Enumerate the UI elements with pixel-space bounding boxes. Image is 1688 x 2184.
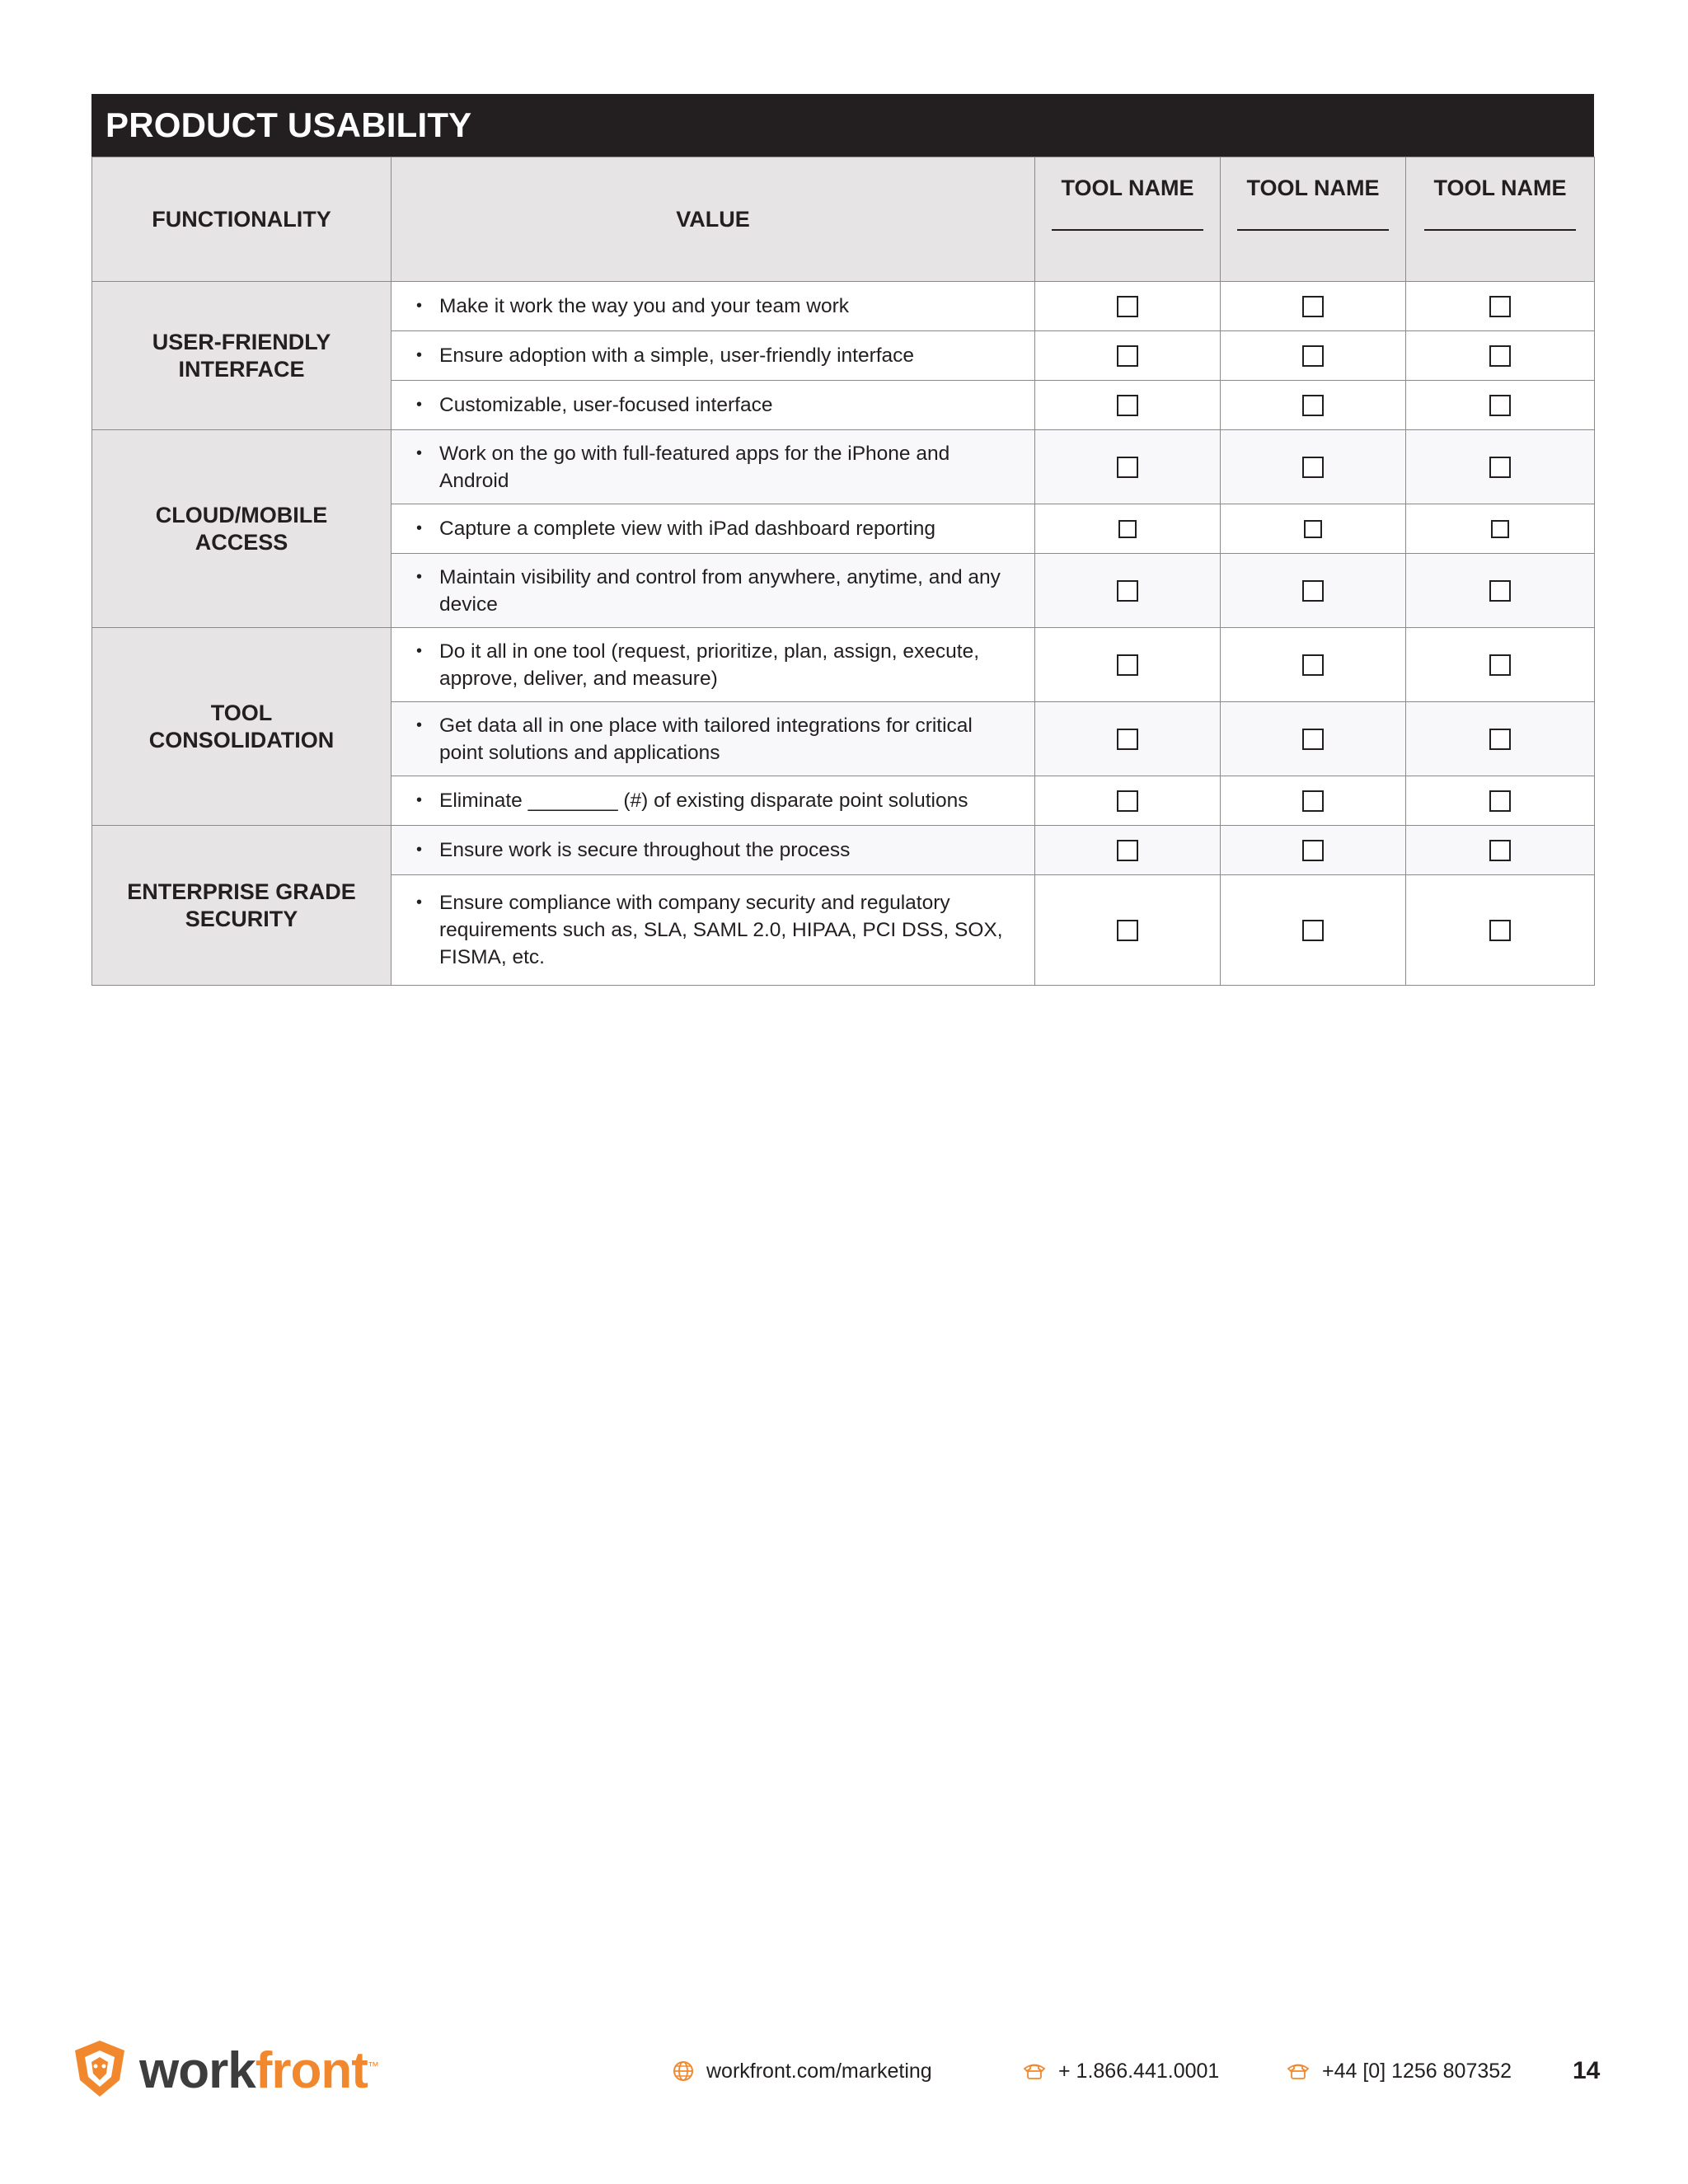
tool-name-blank-line	[1052, 229, 1203, 231]
checkbox[interactable]	[1302, 920, 1324, 941]
tool-name-label: TOOL NAME	[1246, 176, 1380, 200]
checkbox[interactable]	[1117, 296, 1138, 317]
checkbox[interactable]	[1117, 345, 1138, 367]
checkbox[interactable]	[1491, 520, 1509, 538]
table-row	[92, 628, 1595, 702]
tool-name-blank-line	[1237, 229, 1389, 231]
checkbox[interactable]	[1302, 654, 1324, 676]
checkbox[interactable]	[1117, 457, 1138, 478]
col-header-value: VALUE	[392, 157, 1035, 282]
lion-shield-icon	[72, 2039, 128, 2102]
table-title: PRODUCT USABILITY	[91, 94, 1594, 157]
checkbox[interactable]	[1489, 790, 1511, 812]
product-usability-table	[91, 94, 1594, 986]
value-cell: • Ensure compliance with company security and regulatory requirements such as, SLA, SAML 2.0, HIPAA, PCI DSS, SOX, FISMA, etc.	[392, 875, 1035, 986]
checkbox[interactable]	[1489, 457, 1511, 478]
table-row	[92, 826, 1595, 875]
checkbox[interactable]	[1302, 840, 1324, 861]
value-cell: • Customizable, user-focused interface	[392, 381, 1035, 430]
phone-us-text: + 1.866.441.0001	[1058, 2059, 1220, 2083]
page-number: 14	[1573, 2057, 1601, 2084]
phone-icon	[1286, 2061, 1311, 2081]
value-cell: • Do it all in one tool (request, prioritize, plan, assign, execute, approve, deliver, and measure)	[392, 628, 1035, 702]
checkbox[interactable]	[1302, 457, 1324, 478]
bullet-icon: •	[416, 297, 423, 315]
checkbox[interactable]	[1117, 729, 1138, 750]
checkbox[interactable]	[1117, 920, 1138, 941]
bullet-icon: •	[416, 641, 423, 660]
tool-name-label: TOOL NAME	[1433, 176, 1567, 200]
table-row	[92, 282, 1595, 331]
phone-icon	[1022, 2061, 1047, 2081]
value-cell: • Work on the go with full-featured apps for the iPhone and Android	[392, 430, 1035, 504]
col-header-tool-3	[1406, 157, 1595, 282]
bullet-icon: •	[416, 791, 423, 809]
phone-uk-text: +44 [0] 1256 807352	[1322, 2059, 1512, 2083]
value-cell: • Maintain visibility and control from anywhere, anytime, and any device	[392, 554, 1035, 628]
bullet-icon: •	[416, 519, 423, 537]
functionality-cell: ENTERPRISE GRADE SECURITY	[92, 826, 392, 986]
checkbox[interactable]	[1302, 345, 1324, 367]
checkbox[interactable]	[1489, 840, 1511, 861]
comparison-table	[91, 157, 1595, 986]
checkbox[interactable]	[1117, 580, 1138, 602]
checkbox[interactable]	[1302, 790, 1324, 812]
checkbox[interactable]	[1302, 580, 1324, 602]
col-header-tool-2	[1221, 157, 1406, 282]
functionality-cell: USER-FRIENDLY INTERFACE	[92, 282, 392, 430]
workfront-logo	[72, 2039, 378, 2102]
checkbox[interactable]	[1117, 790, 1138, 812]
website-link[interactable]: workfront.com/marketing	[706, 2059, 932, 2083]
bullet-icon: •	[416, 396, 423, 414]
checkbox[interactable]	[1489, 654, 1511, 676]
functionality-cell: CLOUD/MOBILE ACCESS	[92, 430, 392, 628]
checkbox[interactable]	[1118, 520, 1137, 538]
footer-phone-uk	[1286, 2055, 1512, 2088]
value-cell: • Eliminate ________ (#) of existing disparate point solutions	[392, 776, 1035, 826]
tool-name-blank-line	[1424, 229, 1576, 231]
checkbox[interactable]	[1302, 395, 1324, 416]
bullet-icon: •	[416, 567, 423, 586]
checkbox[interactable]	[1117, 840, 1138, 861]
value-cell: • Make it work the way you and your team work	[392, 282, 1035, 331]
bullet-icon: •	[416, 841, 423, 859]
checkbox[interactable]	[1489, 345, 1511, 367]
value-cell: • Ensure work is secure throughout the process	[392, 826, 1035, 875]
col-header-functionality: FUNCTIONALITY	[92, 157, 392, 282]
value-cell: • Capture a complete view with iPad dashboard reporting	[392, 504, 1035, 554]
value-cell: • Ensure adoption with a simple, user-friendly interface	[392, 331, 1035, 381]
footer-website	[672, 2055, 932, 2088]
checkbox[interactable]	[1117, 654, 1138, 676]
col-header-tool-1	[1035, 157, 1221, 282]
checkbox[interactable]	[1489, 395, 1511, 416]
bullet-icon: •	[416, 893, 423, 912]
footer-phone-us	[1022, 2055, 1219, 2088]
value-cell: • Get data all in one place with tailored integrations for critical point solutions and applications	[392, 702, 1035, 776]
functionality-cell: TOOL CONSOLIDATION	[92, 628, 392, 826]
logo-wordmark: workfront™	[139, 2041, 378, 2099]
checkbox[interactable]	[1117, 395, 1138, 416]
bullet-icon: •	[416, 346, 423, 364]
header-row	[92, 157, 1595, 282]
checkbox[interactable]	[1489, 920, 1511, 941]
checkbox[interactable]	[1304, 520, 1322, 538]
checkbox[interactable]	[1302, 729, 1324, 750]
table-row	[92, 430, 1595, 504]
tool-name-label: TOOL NAME	[1061, 176, 1194, 200]
bullet-icon: •	[416, 443, 423, 462]
globe-icon	[672, 2060, 695, 2083]
checkbox[interactable]	[1302, 296, 1324, 317]
checkbox[interactable]	[1489, 729, 1511, 750]
checkbox[interactable]	[1489, 296, 1511, 317]
checkbox[interactable]	[1489, 580, 1511, 602]
bullet-icon: •	[416, 715, 423, 734]
